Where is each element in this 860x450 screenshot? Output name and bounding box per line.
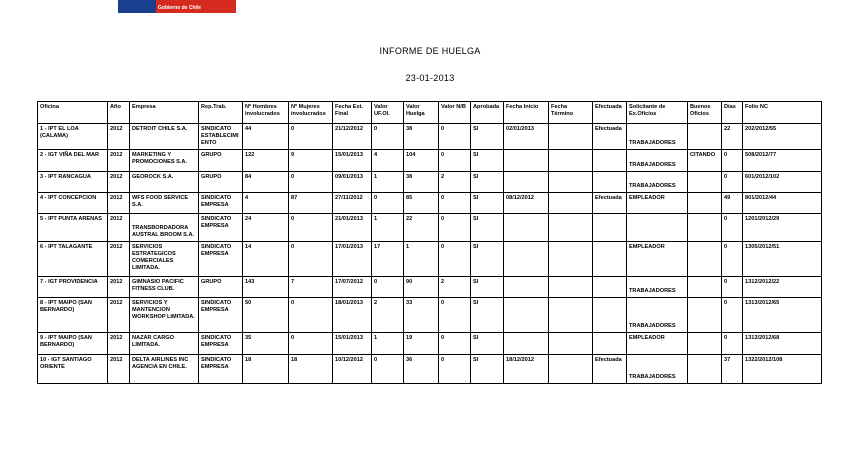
- table-cell: 0: [439, 355, 471, 384]
- table-cell: [688, 124, 722, 150]
- table-cell: Efectuada: [593, 124, 627, 150]
- column-header: Valor Huelga: [404, 102, 439, 124]
- column-header: Efectuada: [593, 102, 627, 124]
- table-row: [38, 333, 822, 355]
- table-cell: 0: [722, 150, 743, 172]
- table-cell: 0: [722, 214, 743, 242]
- table-cell: 87: [289, 193, 333, 214]
- table-cell: 18: [243, 355, 289, 384]
- table-cell: 8 - IPT MAIPO (SAN BERNARDO): [38, 298, 108, 333]
- table-cell: 0: [289, 124, 333, 150]
- table-cell: [688, 333, 722, 355]
- table-cell: 601/2012/102: [743, 172, 822, 193]
- table-cell: GEOROCK S.A.: [130, 172, 199, 193]
- table-cell: 24: [243, 214, 289, 242]
- table-cell: [593, 333, 627, 355]
- table-cell: 2: [439, 172, 471, 193]
- table-cell: 10/12/2012: [333, 355, 372, 384]
- table-cell: 4: [243, 193, 289, 214]
- table-cell: 0: [289, 242, 333, 277]
- column-header: Valor UF.Ol.: [372, 102, 404, 124]
- table-cell: 0: [372, 277, 404, 298]
- table-cell: 1313/2012/65: [743, 298, 822, 333]
- table-cell: 2012: [108, 193, 130, 214]
- table-cell: 4 - IPT CONCEPCION: [38, 193, 108, 214]
- table-cell: TRABAJADORES: [627, 172, 688, 193]
- table-cell: [593, 277, 627, 298]
- table-cell: [504, 214, 549, 242]
- table-cell: [549, 355, 593, 384]
- table-cell: 1: [372, 172, 404, 193]
- table-cell: 0: [722, 242, 743, 277]
- table-cell: 143: [243, 277, 289, 298]
- column-header: Folio NC: [743, 102, 822, 124]
- table-cell: SI: [471, 214, 504, 242]
- table-cell: [549, 124, 593, 150]
- table-cell: 15/01/2013: [333, 150, 372, 172]
- table-cell: [688, 214, 722, 242]
- table-cell: 0: [289, 214, 333, 242]
- table-cell: 17: [372, 242, 404, 277]
- table-cell: [549, 193, 593, 214]
- table-cell: 0: [439, 193, 471, 214]
- table-cell: [627, 214, 688, 242]
- table-cell: 49: [722, 193, 743, 214]
- table-cell: NAZAR CARGO LIMITADA.: [130, 333, 199, 355]
- table-cell: SI: [471, 242, 504, 277]
- table-cell: WFS FOOD SERVICE S.A.: [130, 193, 199, 214]
- column-header: Año: [108, 102, 130, 124]
- table-cell: 37: [722, 355, 743, 384]
- table-cell: SINDICATO EMPRESA: [199, 214, 243, 242]
- table-cell: 0: [372, 193, 404, 214]
- table-cell: Efectuada: [593, 355, 627, 384]
- column-header: Oficina: [38, 102, 108, 124]
- table-cell: 50: [243, 298, 289, 333]
- table-cell: SI: [471, 172, 504, 193]
- table-cell: EMPLEADOR: [627, 333, 688, 355]
- report-title: INFORME DE HUELGA: [379, 46, 481, 56]
- column-header: Fecha Término: [549, 102, 593, 124]
- table-cell: 1305/2012/51: [743, 242, 822, 277]
- table-cell: 801/2012/44: [743, 193, 822, 214]
- table-cell: 202/2012/55: [743, 124, 822, 150]
- logo-text: Gobierno de Chile: [158, 5, 202, 11]
- table-cell: SI: [471, 355, 504, 384]
- table-cell: 2012: [108, 214, 130, 242]
- column-header: Solicitante de Ex.Oficios: [627, 102, 688, 124]
- table-cell: 0: [289, 333, 333, 355]
- column-header: Buenos Oficios: [688, 102, 722, 124]
- table-cell: [549, 150, 593, 172]
- table-cell: 08/12/2012: [504, 193, 549, 214]
- table-cell: 85: [404, 193, 439, 214]
- table-cell: DETROIT CHILE S.A.: [130, 124, 199, 150]
- table-cell: [504, 277, 549, 298]
- table-row: [38, 193, 822, 214]
- table-cell: SI: [471, 124, 504, 150]
- column-header: Nº Hombres involucrados: [243, 102, 289, 124]
- table-cell: 2012: [108, 172, 130, 193]
- table-cell: [688, 172, 722, 193]
- table-cell: 09/01/2013: [333, 172, 372, 193]
- table-cell: 38: [404, 124, 439, 150]
- table-cell: EMPLEADOR: [627, 242, 688, 277]
- table-cell: 1: [372, 333, 404, 355]
- column-header: Días: [722, 102, 743, 124]
- table-cell: [549, 242, 593, 277]
- column-header: Valor N/B: [439, 102, 471, 124]
- table-cell: 7: [289, 277, 333, 298]
- table-cell: 22: [722, 124, 743, 150]
- table-cell: SI: [471, 277, 504, 298]
- table-cell: [688, 242, 722, 277]
- table-cell: [593, 214, 627, 242]
- table-cell: 0: [289, 298, 333, 333]
- table-cell: 10 - IGT SANTIAGO ORIENTE: [38, 355, 108, 384]
- table-cell: [593, 172, 627, 193]
- strike-report-table: [37, 101, 822, 384]
- table-cell: EMPLEADOR: [627, 193, 688, 214]
- table-cell: [688, 298, 722, 333]
- table-cell: 0: [439, 124, 471, 150]
- table-cell: 0: [439, 214, 471, 242]
- table-cell: Efectuada: [593, 193, 627, 214]
- table-cell: [504, 172, 549, 193]
- table-cell: 36: [404, 355, 439, 384]
- table-cell: 15/01/2013: [333, 333, 372, 355]
- table-row: [38, 124, 822, 150]
- table-cell: 21/12/2012: [333, 124, 372, 150]
- table-cell: 0: [722, 298, 743, 333]
- table-cell: 2012: [108, 277, 130, 298]
- report-date: 23-01-2013: [405, 73, 455, 83]
- table-cell: [593, 150, 627, 172]
- table-row: [38, 355, 822, 384]
- column-header: Fecha Est. Final: [333, 102, 372, 124]
- column-header: Fecha Inicio: [504, 102, 549, 124]
- table-cell: 22: [404, 214, 439, 242]
- table-cell: [549, 333, 593, 355]
- column-header: Aprobada: [471, 102, 504, 124]
- table-row: [38, 150, 822, 172]
- table-cell: CITANDO: [688, 150, 722, 172]
- table-cell: 38: [404, 172, 439, 193]
- table-cell: 19: [404, 333, 439, 355]
- table-cell: SINDICATO EMPRESA: [199, 333, 243, 355]
- table-cell: 7 - IGT PROVIDENCIA: [38, 277, 108, 298]
- table-cell: 18/12/2012: [504, 355, 549, 384]
- table-cell: 0: [439, 150, 471, 172]
- table-cell: 02/01/2013: [504, 124, 549, 150]
- table-cell: 90: [404, 277, 439, 298]
- table-cell: GRUPO: [199, 150, 243, 172]
- table-row: [38, 242, 822, 277]
- table-cell: 0: [439, 333, 471, 355]
- table-cell: 0: [722, 172, 743, 193]
- table-cell: 0: [289, 172, 333, 193]
- table-cell: 1322/2012/108: [743, 355, 822, 384]
- table-cell: MARKETING Y PROMOCIONES S.A.: [130, 150, 199, 172]
- table-row: [38, 277, 822, 298]
- table-cell: 1: [372, 214, 404, 242]
- table-cell: TRABAJADORES: [627, 355, 688, 384]
- table-header-row: [38, 102, 822, 124]
- table-cell: 14: [243, 242, 289, 277]
- table-cell: 1313/2012/68: [743, 333, 822, 355]
- table-cell: 1: [404, 242, 439, 277]
- logo-blue-block: [118, 0, 156, 13]
- table-cell: 2012: [108, 333, 130, 355]
- table-cell: 27/11/2012: [333, 193, 372, 214]
- table-cell: 44: [243, 124, 289, 150]
- table-cell: [593, 298, 627, 333]
- table-cell: 2012: [108, 124, 130, 150]
- table-cell: SI: [471, 150, 504, 172]
- table-cell: 35: [243, 333, 289, 355]
- table-cell: [688, 277, 722, 298]
- table-cell: SI: [471, 333, 504, 355]
- table-cell: TRABAJADORES: [627, 124, 688, 150]
- table-cell: [593, 242, 627, 277]
- table-cell: 104: [404, 150, 439, 172]
- table-cell: SINDICATO EMPRESA: [199, 242, 243, 277]
- table-cell: 3 - IPT RANCAGUA: [38, 172, 108, 193]
- table-cell: SINDICATO EMPRESA: [199, 193, 243, 214]
- table-cell: 33: [404, 298, 439, 333]
- table-cell: 9: [289, 150, 333, 172]
- table-cell: 9 - IPT MAIPO (SAN BERNARDO): [38, 333, 108, 355]
- table-cell: 18/01/2013: [333, 298, 372, 333]
- table-cell: [504, 333, 549, 355]
- table-row: [38, 214, 822, 242]
- table-cell: 2: [372, 298, 404, 333]
- table-cell: 17/07/2012: [333, 277, 372, 298]
- table-cell: [504, 242, 549, 277]
- table-cell: GIMNASIO PACIFIC FITNESS CLUB.: [130, 277, 199, 298]
- table-cell: GRUPO: [199, 277, 243, 298]
- table-cell: TRABAJADORES: [627, 150, 688, 172]
- table-cell: 2012: [108, 242, 130, 277]
- column-header: Rep.Trab.: [199, 102, 243, 124]
- table-cell: SINDICATO ESTABLECIMIENTO: [199, 124, 243, 150]
- table-cell: 508/2012/77: [743, 150, 822, 172]
- table-cell: 2012: [108, 355, 130, 384]
- table-cell: [504, 298, 549, 333]
- table-cell: [549, 277, 593, 298]
- table-cell: 1 - IPT EL LOA (CALAMA): [38, 124, 108, 150]
- government-logo: [118, 0, 236, 17]
- table-cell: [504, 150, 549, 172]
- table-cell: 18: [289, 355, 333, 384]
- column-header: Empresa: [130, 102, 199, 124]
- table-cell: 0: [372, 355, 404, 384]
- column-header: Nº Mujeres involucrados: [289, 102, 333, 124]
- table-cell: SI: [471, 298, 504, 333]
- table-cell: TRABAJADORES: [627, 298, 688, 333]
- table-cell: 0: [722, 333, 743, 355]
- table-row: [38, 172, 822, 193]
- table-cell: [549, 298, 593, 333]
- table-cell: DELTA AIRLINES INC AGENCIA EN CHILE.: [130, 355, 199, 384]
- table-cell: 2 - IGT VIÑA DEL MAR: [38, 150, 108, 172]
- table-cell: 17/01/2013: [333, 242, 372, 277]
- table-cell: 4: [372, 150, 404, 172]
- table-cell: [549, 214, 593, 242]
- table-cell: TRABAJADORES: [627, 277, 688, 298]
- table-cell: 2012: [108, 150, 130, 172]
- table-cell: GRUPO: [199, 172, 243, 193]
- table-cell: 0: [439, 242, 471, 277]
- table-cell: SERVICIOS ESTRATEGICOS COMERCIALES LIMITADA.: [130, 242, 199, 277]
- table-cell: SERVICIOS Y MANTENCION WORKSHOP LIMITADA.: [130, 298, 199, 333]
- table-cell: 2: [439, 277, 471, 298]
- table-cell: 0: [722, 277, 743, 298]
- table-cell: 1312/2012/22: [743, 277, 822, 298]
- table-cell: 1201/2012/29: [743, 214, 822, 242]
- table-cell: 5 - IPT PUNTA ARENAS: [38, 214, 108, 242]
- table-cell: 0: [372, 124, 404, 150]
- table-cell: 2012: [108, 298, 130, 333]
- table-cell: 84: [243, 172, 289, 193]
- table-cell: 0: [439, 298, 471, 333]
- table-cell: [688, 193, 722, 214]
- table-cell: [549, 172, 593, 193]
- table-cell: SINDICATO EMPRESA: [199, 355, 243, 384]
- table-cell: [688, 355, 722, 384]
- table-cell: SINDICATO EMPRESA: [199, 298, 243, 333]
- table-row: [38, 298, 822, 333]
- table-cell: 122: [243, 150, 289, 172]
- table-cell: TRANSBORDADORA AUSTRAL BROOM S.A.: [130, 214, 199, 242]
- table-cell: 21/01/2013: [333, 214, 372, 242]
- table-cell: 6 - IPT TALAGANTE: [38, 242, 108, 277]
- table-cell: SI: [471, 193, 504, 214]
